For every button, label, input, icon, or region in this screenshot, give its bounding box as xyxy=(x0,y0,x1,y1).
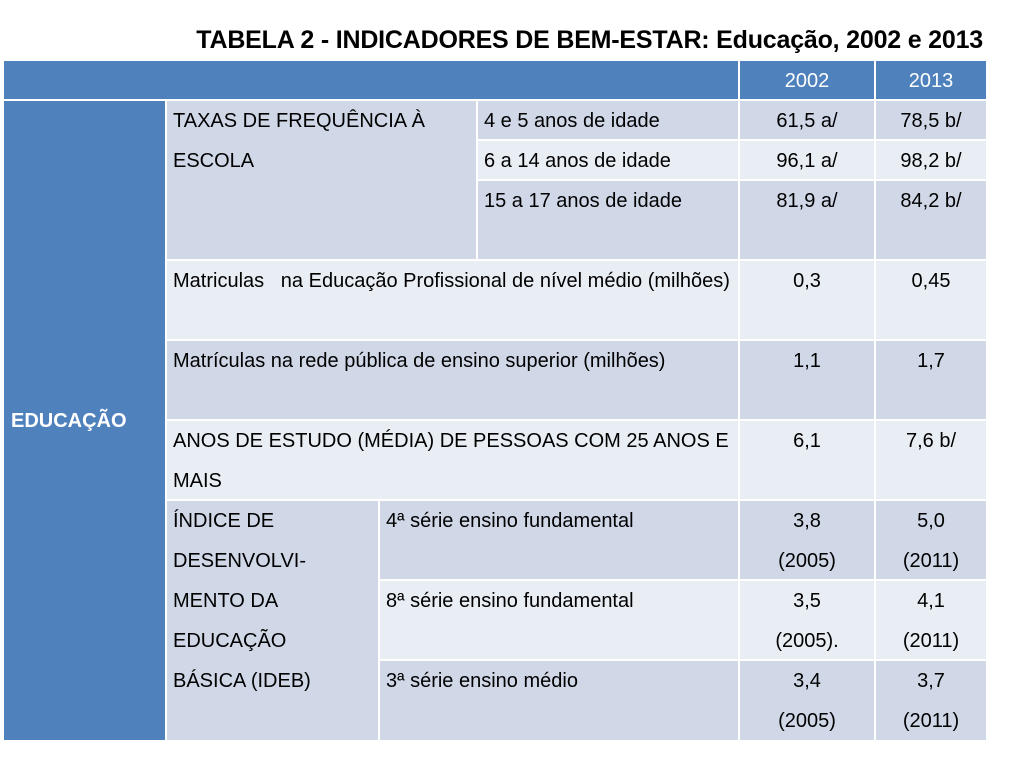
ideb-row-2002: 3,8 (2005) xyxy=(740,501,876,581)
category-cell: EDUCAÇÃO xyxy=(4,101,167,742)
matriculas-superior-label: Matrículas na rede pública de ensino superior (milhões) xyxy=(167,341,740,421)
anos-estudo-2002: 6,1 xyxy=(740,421,876,501)
matriculas-profissional-2013: 0,45 xyxy=(876,261,988,341)
ideb-label: ÍNDICE DE DESENVOLVI-MENTO DA EDUCAÇÃO BÁSICA (IDEB) xyxy=(167,501,380,742)
frequencia-label: TAXAS DE FREQUÊNCIA À ESCOLA xyxy=(167,101,478,261)
column-header-2013: 2013 xyxy=(876,61,988,101)
anos-estudo-label: ANOS DE ESTUDO (MÉDIA) DE PESSOAS COM 25 ANOS E MAIS xyxy=(167,421,740,501)
frequencia-row-2002: 96,1 a/ xyxy=(740,141,876,181)
page-title: TABELA 2 - INDICADORES DE BEM-ESTAR: Educação, 2002 e 2013 xyxy=(196,26,983,54)
matriculas-superior-2002: 1,1 xyxy=(740,341,876,421)
frequencia-row-2013: 78,5 b/ xyxy=(876,101,988,141)
frequencia-row-2002: 61,5 a/ xyxy=(740,101,876,141)
ideb-row-2002: 3,4 (2005) xyxy=(740,661,876,742)
frequencia-row-2013: 98,2 b/ xyxy=(876,141,988,181)
column-header-2002: 2002 xyxy=(740,61,876,101)
table-header-blank xyxy=(4,61,740,101)
anos-estudo-2013: 7,6 b/ xyxy=(876,421,988,501)
frequencia-row-label: 4 e 5 anos de idade xyxy=(478,101,740,141)
matriculas-profissional-label: Matriculas na Educação Profissional de nível médio (milhões) xyxy=(167,261,740,341)
ideb-row-label: 3ª série ensino médio xyxy=(380,661,740,742)
frequencia-row-2002: 81,9 a/ xyxy=(740,181,876,261)
ideb-row-2013: 4,1 (2011) xyxy=(876,581,988,661)
frequencia-row-label: 6 a 14 anos de idade xyxy=(478,141,740,181)
matriculas-profissional-2002: 0,3 xyxy=(740,261,876,341)
ideb-row-2013: 5,0 (2011) xyxy=(876,501,988,581)
frequencia-row-2013: 84,2 b/ xyxy=(876,181,988,261)
ideb-row-label: 8ª série ensino fundamental xyxy=(380,581,740,661)
frequencia-row-label: 15 a 17 anos de idade xyxy=(478,181,740,261)
ideb-row-2013: 3,7 (2011) xyxy=(876,661,988,742)
ideb-row-2002: 3,5 (2005). xyxy=(740,581,876,661)
ideb-row-label: 4ª série ensino fundamental xyxy=(380,501,740,581)
matriculas-superior-2013: 1,7 xyxy=(876,341,988,421)
